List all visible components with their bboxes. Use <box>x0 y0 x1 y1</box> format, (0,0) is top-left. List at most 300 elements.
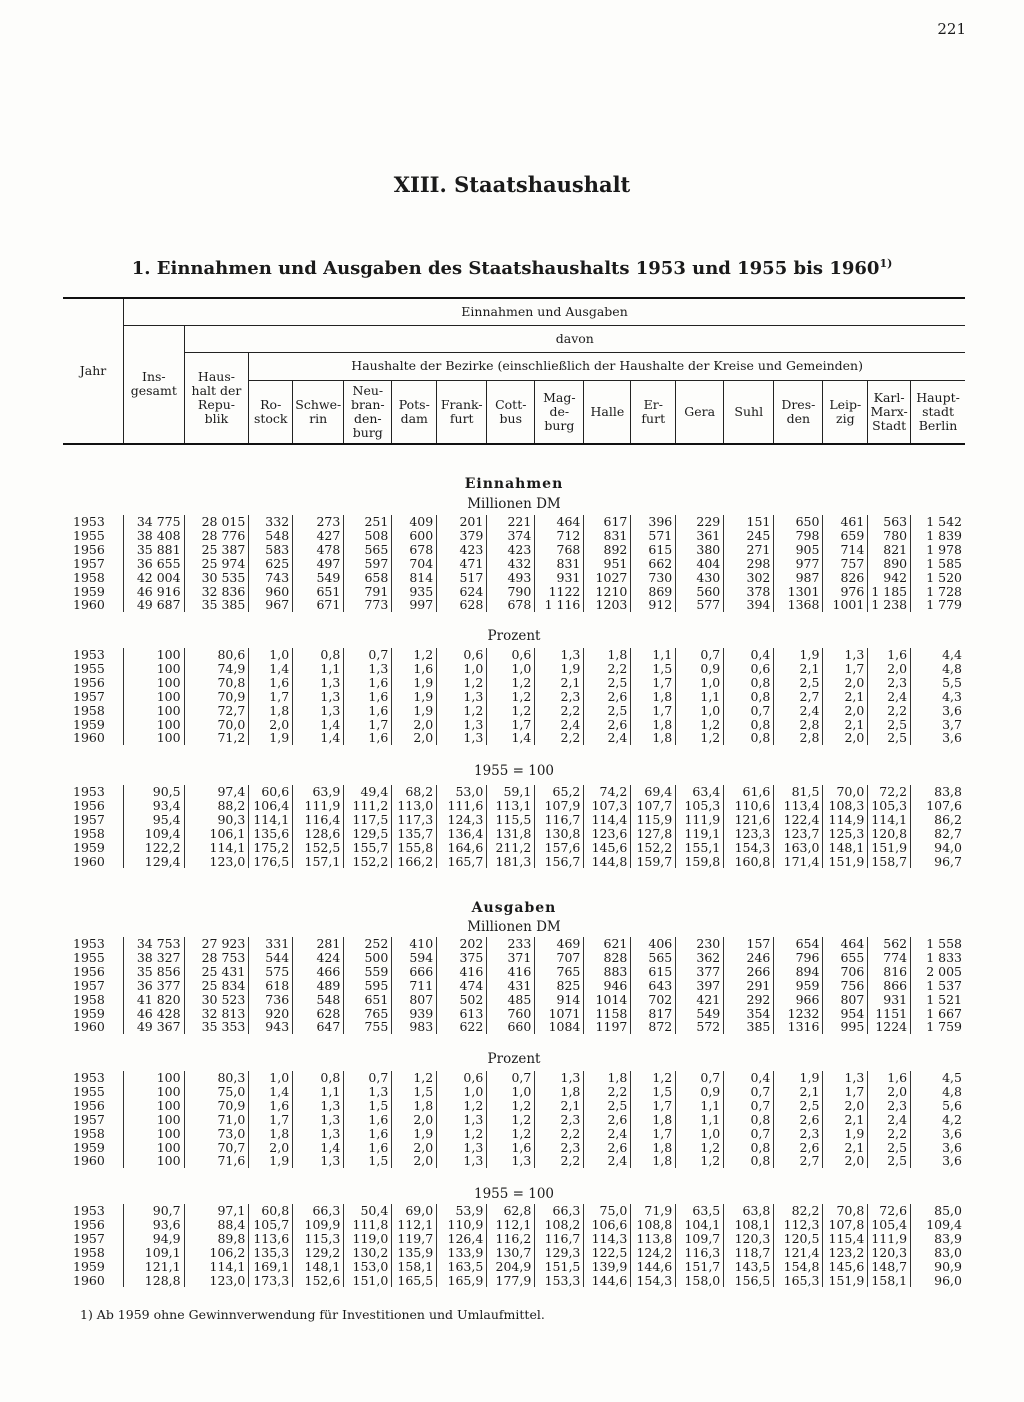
value-cell: 730 <box>631 571 676 585</box>
value-cell: 416 <box>487 965 535 979</box>
value-cell: 130,7 <box>487 1246 535 1260</box>
value-cell: 1,4 <box>293 731 344 745</box>
value-cell: 2,0 <box>392 1154 437 1168</box>
value-cell: 1,8 <box>631 731 676 745</box>
value-cell: 2,3 <box>774 1127 823 1141</box>
value-cell: 120,3 <box>724 1232 774 1246</box>
value-cell: 100 <box>124 662 185 676</box>
value-cell: 291 <box>724 979 774 993</box>
value-cell: 158,1 <box>868 1274 911 1288</box>
value-cell: 74,2 <box>584 785 631 799</box>
value-cell: 1,4 <box>249 662 293 676</box>
value-cell: 1 542 <box>911 515 965 529</box>
value-cell: 1,1 <box>631 648 676 662</box>
value-cell: 105,3 <box>676 799 724 813</box>
value-cell: 1,5 <box>392 1085 437 1099</box>
value-cell: 1,2 <box>487 1127 535 1141</box>
value-cell: 123,3 <box>724 827 774 841</box>
value-cell: 2,1 <box>823 1141 868 1155</box>
year-cell: 1955 <box>73 1083 105 1099</box>
value-cell: 155,8 <box>392 841 437 855</box>
value-cell: 1,9 <box>392 676 437 690</box>
table-row <box>63 841 965 855</box>
value-cell: 122,2 <box>124 841 185 855</box>
value-cell: 148,1 <box>823 841 868 855</box>
table-row <box>63 1099 965 1113</box>
data-table <box>63 937 965 1034</box>
value-cell: 1 585 <box>911 557 965 571</box>
value-cell: 1 520 <box>911 571 965 585</box>
value-cell: 60,8 <box>249 1204 293 1218</box>
value-cell: 115,4 <box>823 1232 868 1246</box>
value-cell: 379 <box>437 529 487 543</box>
year-cell: 1956 <box>73 674 105 690</box>
value-cell: 49,4 <box>344 785 392 799</box>
value-cell: 116,3 <box>676 1246 724 1260</box>
value-cell: 1 667 <box>911 1007 965 1021</box>
value-cell: 1,4 <box>249 1085 293 1099</box>
value-cell: 1,3 <box>344 662 392 676</box>
value-cell: 49 687 <box>124 598 185 612</box>
value-cell: 2,8 <box>774 718 823 732</box>
value-cell: 124,3 <box>437 813 487 827</box>
value-cell: 474 <box>437 979 487 993</box>
value-cell: 0,9 <box>676 662 724 676</box>
value-cell: 144,8 <box>584 855 631 869</box>
table-row <box>63 1127 965 1141</box>
table-row <box>63 965 965 979</box>
value-cell: 201 <box>437 515 487 529</box>
value-cell: 100 <box>124 704 185 718</box>
value-cell: 577 <box>676 598 724 612</box>
table-row <box>63 855 965 869</box>
value-cell: 1,3 <box>293 1127 344 1141</box>
value-cell: 0,6 <box>487 648 535 662</box>
value-cell: 424 <box>293 951 344 965</box>
value-cell: 702 <box>631 993 676 1007</box>
value-cell: 1,8 <box>631 690 676 704</box>
value-cell: 397 <box>676 979 724 993</box>
value-cell: 469 <box>535 937 584 951</box>
value-cell: 2,5 <box>868 731 911 745</box>
year-cell: 1957 <box>73 1111 105 1127</box>
chapter-title: XIII. Staatshaushalt <box>393 172 631 197</box>
value-cell: 1,3 <box>344 1085 392 1099</box>
value-cell: 2,0 <box>249 1141 293 1155</box>
value-cell: 2,0 <box>823 676 868 690</box>
value-cell: 1,9 <box>392 1127 437 1141</box>
value-cell: 221 <box>487 515 535 529</box>
value-cell: 362 <box>676 951 724 965</box>
value-cell: 1084 <box>535 1020 584 1034</box>
value-cell: 464 <box>823 937 868 951</box>
value-cell: 1,8 <box>584 648 631 662</box>
value-cell: 152,5 <box>293 841 344 855</box>
value-cell: 1,9 <box>823 1127 868 1141</box>
value-cell: 30 523 <box>184 993 249 1007</box>
value-cell: 394 <box>724 598 774 612</box>
einnahmen-prozent-subtitle: Prozent <box>487 628 541 644</box>
value-cell: 1,7 <box>249 690 293 704</box>
table-row <box>63 690 965 704</box>
value-cell: 117,3 <box>392 813 437 827</box>
value-cell: 171,4 <box>774 855 823 869</box>
value-cell: 1,2 <box>487 704 535 718</box>
value-cell: 144,6 <box>584 1274 631 1288</box>
value-cell: 704 <box>392 557 437 571</box>
value-cell: 736 <box>249 993 293 1007</box>
value-cell: 0,8 <box>293 1071 344 1085</box>
value-cell: 1,7 <box>344 718 392 732</box>
value-cell: 25 974 <box>184 557 249 571</box>
value-cell: 565 <box>344 543 392 557</box>
value-cell: 565 <box>631 951 676 965</box>
value-cell: 825 <box>535 979 584 993</box>
header-district: Er- furt <box>631 380 676 444</box>
value-cell: 2,0 <box>392 1113 437 1127</box>
value-cell: 63,8 <box>724 1204 774 1218</box>
value-cell: 1,6 <box>344 1113 392 1127</box>
value-cell: 2,0 <box>392 1141 437 1155</box>
value-cell: 1 537 <box>911 979 965 993</box>
value-cell: 976 <box>823 585 868 599</box>
value-cell: 46 916 <box>124 585 185 599</box>
header-davon: davon <box>184 325 965 352</box>
value-cell: 1,0 <box>437 662 487 676</box>
value-cell: 108,2 <box>535 1218 584 1232</box>
value-cell: 155,1 <box>676 841 724 855</box>
value-cell: 35 385 <box>184 598 249 612</box>
value-cell: 831 <box>535 557 584 571</box>
value-cell: 49 367 <box>124 1020 185 1034</box>
value-cell: 572 <box>676 1020 724 1034</box>
value-cell: 152,6 <box>293 1274 344 1288</box>
value-cell: 126,4 <box>437 1232 487 1246</box>
header-district: Gera <box>676 380 724 444</box>
value-cell: 650 <box>774 515 823 529</box>
value-cell: 1,9 <box>249 1154 293 1168</box>
value-cell: 160,8 <box>724 855 774 869</box>
year-cell: 1960 <box>73 597 105 613</box>
value-cell: 50,4 <box>344 1204 392 1218</box>
value-cell: 109,1 <box>124 1246 185 1260</box>
value-cell: 2,3 <box>535 690 584 704</box>
value-cell: 165,5 <box>392 1274 437 1288</box>
value-cell: 36 377 <box>124 979 185 993</box>
value-cell: 27 923 <box>184 937 249 951</box>
value-cell: 600 <box>392 529 437 543</box>
value-cell: 651 <box>344 993 392 1007</box>
value-cell: 100 <box>124 648 185 662</box>
value-cell: 302 <box>724 571 774 585</box>
table-row <box>63 598 965 612</box>
value-cell: 104,1 <box>676 1218 724 1232</box>
value-cell: 66,3 <box>535 1204 584 1218</box>
value-cell: 3,6 <box>911 704 965 718</box>
value-cell: 618 <box>249 979 293 993</box>
value-cell: 71,6 <box>184 1154 249 1168</box>
table-row <box>63 1113 965 1127</box>
value-cell: 229 <box>676 515 724 529</box>
value-cell: 100 <box>124 718 185 732</box>
value-cell: 1,0 <box>249 648 293 662</box>
value-cell: 154,3 <box>724 841 774 855</box>
value-cell: 82,2 <box>774 1204 823 1218</box>
value-cell: 59,1 <box>487 785 535 799</box>
value-cell: 112,1 <box>487 1218 535 1232</box>
value-cell: 109,7 <box>676 1232 724 1246</box>
value-cell: 139,9 <box>584 1260 631 1274</box>
table-row <box>63 937 965 951</box>
value-cell: 106,2 <box>184 1246 249 1260</box>
value-cell: 3,6 <box>911 731 965 745</box>
value-cell: 292 <box>724 993 774 1007</box>
value-cell: 28 753 <box>184 951 249 965</box>
value-cell: 70,9 <box>184 1099 249 1113</box>
value-cell: 151,9 <box>823 1274 868 1288</box>
value-cell: 1,3 <box>437 1154 487 1168</box>
value-cell: 662 <box>631 557 676 571</box>
value-cell: 113,1 <box>487 799 535 813</box>
data-table <box>63 1204 965 1287</box>
value-cell: 332 <box>249 515 293 529</box>
value-cell: 1,1 <box>293 662 344 676</box>
value-cell: 464 <box>535 515 584 529</box>
einnahmen-mdm-subtitle: Millionen DM <box>467 496 561 512</box>
value-cell: 70,8 <box>823 1204 868 1218</box>
value-cell: 130,8 <box>535 827 584 841</box>
year-cell: 1959 <box>73 716 105 732</box>
value-cell: 151,9 <box>868 841 911 855</box>
value-cell: 1,7 <box>249 1113 293 1127</box>
value-cell: 807 <box>392 993 437 1007</box>
value-cell: 105,3 <box>868 799 911 813</box>
value-cell: 53,9 <box>437 1204 487 1218</box>
value-cell: 1,6 <box>868 648 911 662</box>
value-cell: 1,4 <box>293 1141 344 1155</box>
value-cell: 120,3 <box>868 1246 911 1260</box>
value-cell: 1,3 <box>487 1154 535 1168</box>
value-cell: 1,6 <box>344 1141 392 1155</box>
value-cell: 2,1 <box>823 1113 868 1127</box>
table-row <box>63 718 965 732</box>
value-cell: 1014 <box>584 993 631 1007</box>
value-cell: 111,6 <box>437 799 487 813</box>
year-cell: 1953 <box>73 647 105 662</box>
value-cell: 1,3 <box>535 1071 584 1085</box>
table-row <box>63 993 965 1007</box>
value-cell: 427 <box>293 529 344 543</box>
value-cell: 1,2 <box>631 1071 676 1085</box>
value-cell: 493 <box>487 571 535 585</box>
data-table <box>63 1071 965 1168</box>
value-cell: 4,8 <box>911 1085 965 1099</box>
value-cell: 121,6 <box>724 813 774 827</box>
value-cell: 131,8 <box>487 827 535 841</box>
value-cell: 266 <box>724 965 774 979</box>
value-cell: 129,3 <box>535 1246 584 1260</box>
value-cell: 1,9 <box>774 1071 823 1085</box>
value-cell: 615 <box>631 965 676 979</box>
value-cell: 967 <box>249 598 293 612</box>
value-cell: 1,4 <box>487 731 535 745</box>
value-cell: 1,7 <box>631 704 676 718</box>
value-cell: 378 <box>724 585 774 599</box>
value-cell: 423 <box>437 543 487 557</box>
value-cell: 73,0 <box>184 1127 249 1141</box>
value-cell: 81,5 <box>774 785 823 799</box>
year-cell: 1959 <box>73 1139 105 1155</box>
value-cell: 125,3 <box>823 827 868 841</box>
value-cell: 38 327 <box>124 951 185 965</box>
value-cell: 93,6 <box>124 1218 185 1232</box>
value-cell: 75,0 <box>184 1085 249 1099</box>
table-row <box>63 1246 965 1260</box>
value-cell: 1,6 <box>344 690 392 704</box>
value-cell: 560 <box>676 585 724 599</box>
value-cell: 983 <box>392 1020 437 1034</box>
value-cell: 2 005 <box>911 965 965 979</box>
value-cell: 1,2 <box>392 648 437 662</box>
value-cell: 497 <box>293 557 344 571</box>
value-cell: 1,0 <box>676 1127 724 1141</box>
header-district: Mag- de- burg <box>535 380 584 444</box>
value-cell: 0,7 <box>676 1071 724 1085</box>
value-cell: 166,2 <box>392 855 437 869</box>
value-cell: 114,1 <box>868 813 911 827</box>
value-cell: 129,4 <box>124 855 185 869</box>
value-cell: 230 <box>676 937 724 951</box>
value-cell: 28 015 <box>184 515 249 529</box>
value-cell: 53,0 <box>437 785 487 799</box>
value-cell: 954 <box>823 1007 868 1021</box>
value-cell: 1,1 <box>293 1085 344 1099</box>
value-cell: 1,3 <box>293 676 344 690</box>
value-cell: 396 <box>631 515 676 529</box>
value-cell: 575 <box>249 965 293 979</box>
value-cell: 828 <box>584 951 631 965</box>
year-cell: 1957 <box>73 688 105 704</box>
value-cell: 100 <box>124 1099 185 1113</box>
value-cell: 116,7 <box>535 813 584 827</box>
value-cell: 115,5 <box>487 813 535 827</box>
value-cell: 122,5 <box>584 1246 631 1260</box>
value-cell: 2,2 <box>535 1127 584 1141</box>
footnote: 1) Ab 1959 ohne Gewinnverwendung für Investitionen und Umlaufmittel. <box>80 1307 545 1322</box>
value-cell: 2,0 <box>249 718 293 732</box>
value-cell: 1,6 <box>344 731 392 745</box>
value-cell: 625 <box>249 557 293 571</box>
value-cell: 69,0 <box>392 1204 437 1218</box>
value-cell: 774 <box>868 951 911 965</box>
value-cell: 714 <box>823 543 868 557</box>
value-cell: 489 <box>293 979 344 993</box>
value-cell: 595 <box>344 979 392 993</box>
value-cell: 2,1 <box>823 718 868 732</box>
value-cell: 1,4 <box>293 718 344 732</box>
value-cell: 2,4 <box>774 704 823 718</box>
value-cell: 1,6 <box>868 1071 911 1085</box>
value-cell: 108,3 <box>823 799 868 813</box>
value-cell: 1203 <box>584 598 631 612</box>
value-cell: 743 <box>249 571 293 585</box>
value-cell: 1 759 <box>911 1020 965 1034</box>
value-cell: 123,2 <box>823 1246 868 1260</box>
value-cell: 571 <box>631 529 676 543</box>
value-cell: 1,2 <box>676 1154 724 1168</box>
header-district: Halle <box>584 380 631 444</box>
value-cell: 158,1 <box>392 1260 437 1274</box>
value-cell: 0,8 <box>293 648 344 662</box>
value-cell: 32 836 <box>184 585 249 599</box>
value-cell: 71,9 <box>631 1204 676 1218</box>
value-cell: 133,9 <box>437 1246 487 1260</box>
header-district: Neu- bran- den- burg <box>344 380 392 444</box>
value-cell: 1,1 <box>676 690 724 704</box>
value-cell: 1 728 <box>911 585 965 599</box>
value-cell: 1,5 <box>344 1099 392 1113</box>
value-cell: 36 655 <box>124 557 185 571</box>
value-cell: 2,7 <box>774 1154 823 1168</box>
value-cell: 1,1 <box>676 1099 724 1113</box>
value-cell: 1,7 <box>631 676 676 690</box>
value-cell: 671 <box>293 598 344 612</box>
year-cell: 1960 <box>73 730 105 746</box>
value-cell: 111,8 <box>344 1218 392 1232</box>
value-cell: 72,2 <box>868 785 911 799</box>
value-cell: 1,6 <box>392 662 437 676</box>
value-cell: 136,4 <box>437 827 487 841</box>
value-cell: 2,2 <box>868 704 911 718</box>
value-cell: 204,9 <box>487 1260 535 1274</box>
value-cell: 89,8 <box>184 1232 249 1246</box>
value-cell: 114,1 <box>184 841 249 855</box>
value-cell: 548 <box>249 529 293 543</box>
value-cell: 135,6 <box>249 827 293 841</box>
value-cell: 211,2 <box>487 841 535 855</box>
value-cell: 176,5 <box>249 855 293 869</box>
value-cell: 1197 <box>584 1020 631 1034</box>
value-cell: 169,1 <box>249 1260 293 1274</box>
value-cell: 246 <box>724 951 774 965</box>
value-cell: 68,2 <box>392 785 437 799</box>
page-number: 221 <box>937 20 966 38</box>
value-cell: 831 <box>584 529 631 543</box>
value-cell: 2,3 <box>868 1099 911 1113</box>
value-cell: 148,7 <box>868 1260 911 1274</box>
value-cell: 790 <box>487 585 535 599</box>
value-cell: 1,0 <box>249 1071 293 1085</box>
value-cell: 155,7 <box>344 841 392 855</box>
value-cell: 2,5 <box>584 676 631 690</box>
value-cell: 1,3 <box>293 1154 344 1168</box>
value-cell: 94,0 <box>911 841 965 855</box>
value-cell: 127,8 <box>631 827 676 841</box>
value-cell: 157 <box>724 937 774 951</box>
value-cell: 2,1 <box>823 690 868 704</box>
value-cell: 659 <box>823 529 868 543</box>
table-row <box>63 1020 965 1034</box>
value-cell: 148,1 <box>293 1260 344 1274</box>
year-cell: 1958 <box>73 569 105 585</box>
value-cell: 70,9 <box>184 690 249 704</box>
value-cell: 2,0 <box>823 1154 868 1168</box>
value-cell: 361 <box>676 529 724 543</box>
value-cell: 0,7 <box>344 1071 392 1085</box>
table-row <box>63 799 965 813</box>
value-cell: 144,6 <box>631 1260 676 1274</box>
value-cell: 500 <box>344 951 392 965</box>
